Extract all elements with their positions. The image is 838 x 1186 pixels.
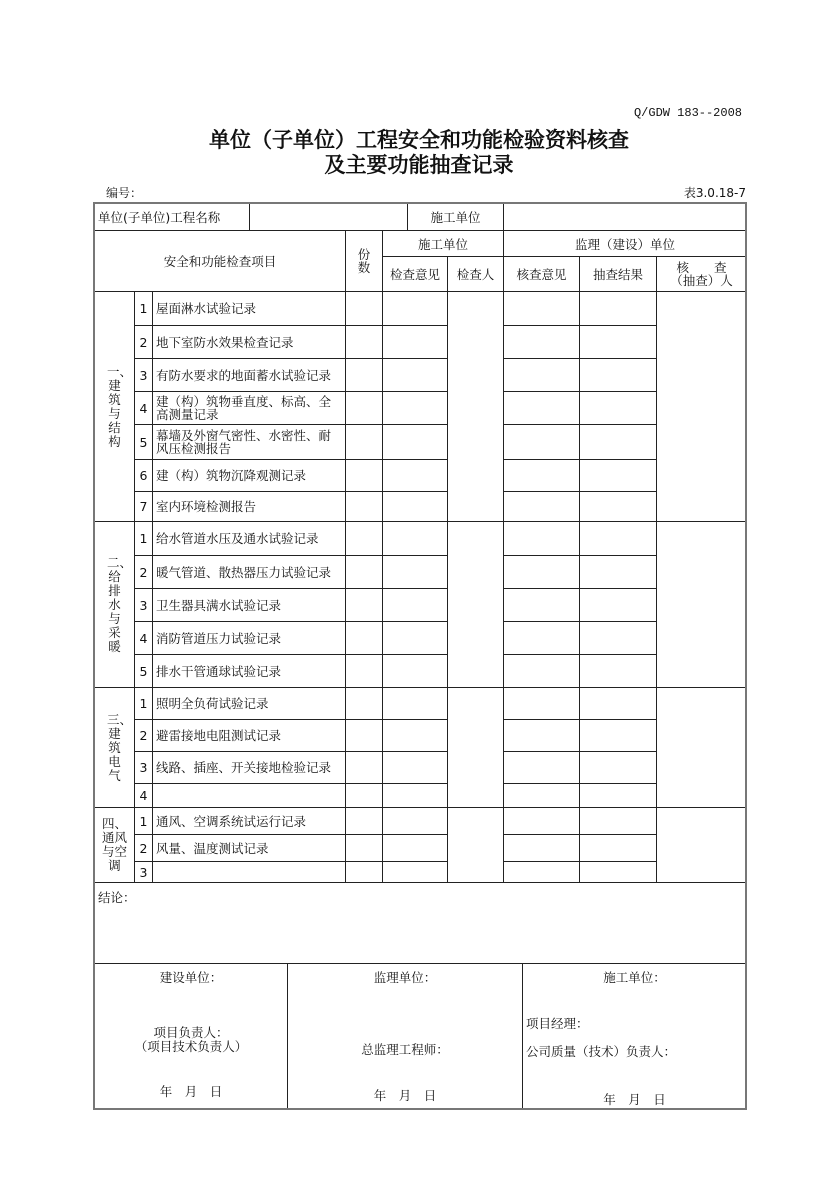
contractor-quality: 公司质量（技术）负责人：: [526, 1044, 677, 1059]
check-opinion-field[interactable]: [383, 589, 448, 622]
item-name: 通风、空调系统试运行记录: [153, 808, 346, 835]
review-opinion-field[interactable]: [504, 720, 580, 752]
reviewer-field[interactable]: [657, 688, 747, 808]
copies-field[interactable]: [346, 392, 383, 425]
table-row: [95, 808, 747, 835]
owner-person-alt: （项目技术负责人）: [134, 1039, 248, 1054]
sample-result-field[interactable]: [580, 784, 657, 808]
review-opinion-field[interactable]: [504, 784, 580, 808]
sample-result-field[interactable]: [580, 492, 657, 522]
check-opinion-field[interactable]: [383, 460, 448, 492]
header-reviewer: 核 查（抽查）人: [657, 257, 747, 292]
check-opinion-field[interactable]: [383, 688, 448, 720]
table-row: [95, 862, 747, 883]
reviewer-field[interactable]: [657, 808, 747, 883]
table-row: [95, 622, 747, 655]
item-number: 2: [135, 835, 153, 862]
sample-result-field[interactable]: [580, 720, 657, 752]
contractor-label: 施工单位: [408, 204, 504, 231]
code-label: 编号：: [106, 186, 143, 200]
section-label: 二、给排水与采暖: [95, 522, 135, 688]
signature-table: [94, 963, 747, 1109]
sample-result-field[interactable]: [580, 862, 657, 883]
check-opinion-field[interactable]: [383, 862, 448, 883]
sample-result-field[interactable]: [580, 359, 657, 392]
check-opinion-field[interactable]: [383, 720, 448, 752]
table-row: [95, 292, 747, 326]
review-opinion-field[interactable]: [504, 655, 580, 688]
supervisor-signature[interactable]: [288, 964, 523, 1109]
item-name: 室内环境检测报告: [153, 492, 346, 522]
table-row: [95, 688, 747, 720]
check-table: [94, 230, 747, 883]
item-number: 4: [135, 392, 153, 425]
item-number: 1: [135, 688, 153, 720]
item-number: 5: [135, 655, 153, 688]
contractor-date: 年 月 日: [603, 1092, 666, 1107]
review-opinion-field[interactable]: [504, 622, 580, 655]
item-name: 幕墙及外窗气密性、水密性、耐风压检测报告: [153, 425, 346, 460]
section-label: 三、建筑电气: [95, 688, 135, 808]
item-name: 风量、温度测试记录: [153, 835, 346, 862]
check-opinion-field[interactable]: [383, 292, 448, 326]
sample-result-field[interactable]: [580, 556, 657, 589]
section-label: 一、建筑与结构: [95, 292, 135, 522]
sample-result-field[interactable]: [580, 460, 657, 492]
copies-field[interactable]: [346, 589, 383, 622]
copies-field[interactable]: [346, 835, 383, 862]
table-row: [95, 752, 747, 784]
copies-field[interactable]: [346, 460, 383, 492]
copies-field[interactable]: [346, 556, 383, 589]
check-opinion-field[interactable]: [383, 835, 448, 862]
owner-signature[interactable]: [95, 964, 288, 1109]
header-supervisor: 监理（建设）单位: [504, 231, 747, 257]
review-opinion-field[interactable]: [504, 556, 580, 589]
header-copies: 份数: [346, 231, 383, 292]
contractor-title: 施工单位：: [603, 970, 666, 985]
header-contractor: 施工单位: [383, 231, 504, 257]
form-title: [0, 128, 838, 178]
item-number: 6: [135, 460, 153, 492]
table-row: [95, 425, 747, 460]
copies-field[interactable]: [346, 326, 383, 359]
copies-field[interactable]: [346, 425, 383, 460]
item-name: 暖气管道、散热器压力试验记录: [153, 556, 346, 589]
review-opinion-field[interactable]: [504, 752, 580, 784]
table-row: [95, 784, 747, 808]
table-row: [95, 392, 747, 425]
check-opinion-field[interactable]: [383, 425, 448, 460]
item-number: 3: [135, 589, 153, 622]
copies-field[interactable]: [346, 862, 383, 883]
table-row: [95, 556, 747, 589]
review-opinion-field[interactable]: [504, 460, 580, 492]
owner-title: 建设单位：: [159, 970, 223, 985]
sample-result-field[interactable]: [580, 425, 657, 460]
header-sample-result: 抽查结果: [580, 257, 657, 292]
review-opinion-field[interactable]: [504, 862, 580, 883]
sample-result-field[interactable]: [580, 392, 657, 425]
table-number: 表3.0.18-7: [683, 186, 746, 200]
copies-field[interactable]: [346, 655, 383, 688]
copies-field[interactable]: [346, 720, 383, 752]
sample-result-field[interactable]: [580, 688, 657, 720]
table-row: [95, 522, 747, 556]
sample-result-field[interactable]: [580, 292, 657, 326]
table-row: [95, 326, 747, 359]
item-number: 4: [135, 622, 153, 655]
copies-field[interactable]: [346, 752, 383, 784]
checker-field[interactable]: [448, 292, 504, 522]
contractor-signature[interactable]: [523, 964, 747, 1109]
item-number: 3: [135, 862, 153, 883]
conclusion-label: 结论：: [98, 890, 136, 905]
copies-field[interactable]: [346, 622, 383, 655]
check-opinion-field[interactable]: [383, 522, 448, 556]
check-opinion-field[interactable]: [383, 752, 448, 784]
review-opinion-field[interactable]: [504, 425, 580, 460]
check-opinion-field[interactable]: [383, 622, 448, 655]
review-opinion-field[interactable]: [504, 292, 580, 326]
reviewer-field[interactable]: [657, 522, 747, 688]
table-row: [95, 359, 747, 392]
item-name: 卫生器具满水试验记录: [153, 589, 346, 622]
conclusion-table: [94, 882, 746, 964]
sample-result-field[interactable]: [580, 808, 657, 835]
checker-field[interactable]: [448, 522, 504, 688]
check-opinion-field[interactable]: [383, 784, 448, 808]
standard-number: Q/GDW 183--2008: [633, 106, 742, 120]
item-name: 排水干管通球试验记录: [153, 655, 346, 688]
supervisor-title: 监理单位：: [373, 970, 437, 985]
review-opinion-field[interactable]: [504, 808, 580, 835]
sample-result-field[interactable]: [580, 835, 657, 862]
supervisor-date: 年 月 日: [373, 1088, 437, 1103]
item-name: 避雷接地电阻测试记录: [153, 720, 346, 752]
title-line-1: 单位（子单位）工程安全和功能检验资料核查: [209, 128, 629, 152]
owner-person: 项目负责人：: [153, 1025, 229, 1040]
copies-field[interactable]: [346, 522, 383, 556]
item-number: 1: [135, 522, 153, 556]
check-opinion-field[interactable]: [383, 556, 448, 589]
item-number: 3: [135, 359, 153, 392]
item-number: 2: [135, 720, 153, 752]
item-name: [153, 784, 346, 808]
item-number: 2: [135, 556, 153, 589]
owner-date: 年 月 日: [159, 1084, 223, 1099]
item-name: 屋面淋水试验记录: [153, 292, 346, 326]
reviewer-field[interactable]: [657, 292, 747, 522]
review-opinion-field[interactable]: [504, 835, 580, 862]
item-number: 3: [135, 752, 153, 784]
copies-field[interactable]: [346, 688, 383, 720]
check-opinion-field[interactable]: [383, 359, 448, 392]
header-checker: 检查人: [448, 257, 504, 292]
check-opinion-field[interactable]: [383, 808, 448, 835]
header-item: 安全和功能检查项目: [95, 231, 346, 292]
copies-field[interactable]: [346, 359, 383, 392]
item-number: 7: [135, 492, 153, 522]
copies-field[interactable]: [346, 784, 383, 808]
check-opinion-field[interactable]: [383, 492, 448, 522]
review-opinion-field[interactable]: [504, 326, 580, 359]
table-row: [95, 655, 747, 688]
contractor-field[interactable]: [504, 204, 747, 231]
table-row: [95, 720, 747, 752]
conclusion-field[interactable]: [95, 883, 746, 964]
review-opinion-field[interactable]: [504, 589, 580, 622]
item-name: 建（构）筑物垂直度、标高、全高测量记录: [153, 392, 346, 425]
item-name: 建（构）筑物沉降观测记录: [153, 460, 346, 492]
item-number: 1: [135, 808, 153, 835]
item-name: 消防管道压力试验记录: [153, 622, 346, 655]
section-label: 四、通风与空调: [95, 808, 135, 883]
sample-result-field[interactable]: [580, 752, 657, 784]
check-opinion-field[interactable]: [383, 326, 448, 359]
sample-result-field[interactable]: [580, 655, 657, 688]
form-table: [94, 203, 746, 1109]
copies-field[interactable]: [346, 292, 383, 326]
sample-result-field[interactable]: [580, 589, 657, 622]
item-number: 5: [135, 425, 153, 460]
item-name: 线路、插座、开关接地检验记录: [153, 752, 346, 784]
table-row: [95, 589, 747, 622]
header-check-opinion: 检查意见: [383, 257, 448, 292]
item-name: 地下室防水效果检查记录: [153, 326, 346, 359]
item-name: 给水管道水压及通水试验记录: [153, 522, 346, 556]
checker-field[interactable]: [448, 688, 504, 808]
checker-field[interactable]: [448, 808, 504, 883]
item-number: 2: [135, 326, 153, 359]
sample-result-field[interactable]: [580, 622, 657, 655]
project-name-field[interactable]: [250, 204, 408, 231]
sample-result-field[interactable]: [580, 326, 657, 359]
sample-result-field[interactable]: [580, 522, 657, 556]
review-opinion-field[interactable]: [504, 392, 580, 425]
item-number: 4: [135, 784, 153, 808]
review-opinion-field[interactable]: [504, 359, 580, 392]
item-number: 1: [135, 292, 153, 326]
review-opinion-field[interactable]: [504, 492, 580, 522]
copies-field[interactable]: [346, 492, 383, 522]
check-opinion-field[interactable]: [383, 655, 448, 688]
project-name-label: 单位(子单位)工程名称: [95, 204, 250, 231]
item-name: [153, 862, 346, 883]
header-review-opinion: 核查意见: [504, 257, 580, 292]
copies-field[interactable]: [346, 808, 383, 835]
info-table: [94, 203, 747, 231]
review-opinion-field[interactable]: [504, 688, 580, 720]
table-row: [95, 835, 747, 862]
contractor-pm: 项目经理：: [526, 1016, 589, 1031]
supervisor-person: 总监理工程师：: [361, 1042, 449, 1057]
item-name: 有防水要求的地面蓄水试验记录: [153, 359, 346, 392]
table-row: [95, 492, 747, 522]
item-name: 照明全负荷试验记录: [153, 688, 346, 720]
title-line-2: 及主要功能抽查记录: [324, 153, 514, 177]
check-opinion-field[interactable]: [383, 392, 448, 425]
table-row: [95, 460, 747, 492]
review-opinion-field[interactable]: [504, 522, 580, 556]
